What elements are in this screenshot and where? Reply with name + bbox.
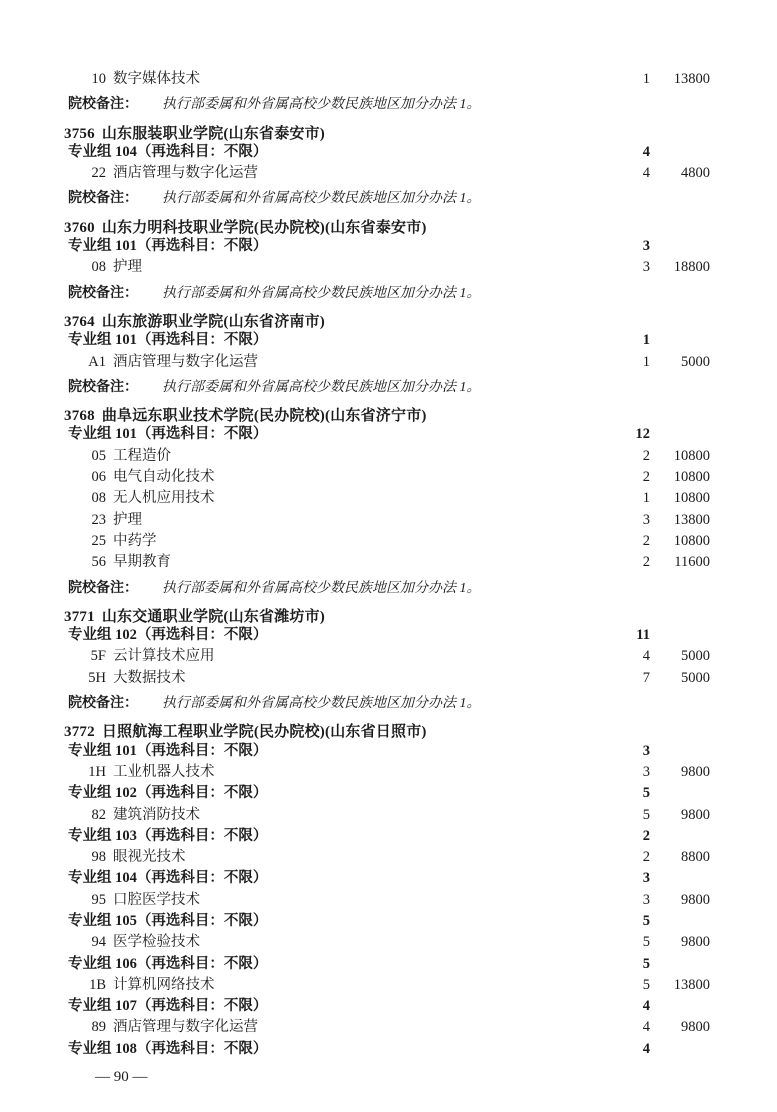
note-text: 执行部委属和外省属高校少数民族地区加分办法 1。 [162,696,481,712]
group-count: 5 [642,785,650,802]
note-text: 执行部委属和外省属高校少数民族地区加分办法 1。 [162,191,481,207]
tuition-fee: 9800 [681,891,710,908]
major-group-row [64,145,714,166]
major-label: 98 眼视光技术 [91,849,186,866]
group-count: 2 [642,827,650,844]
major-label: 08 护理 [91,259,142,276]
tuition-fee: 4800 [681,165,710,182]
group-count: 1 [642,332,650,349]
major-group-row [64,1042,714,1063]
school-note [64,93,714,114]
group-count: 5 [642,912,650,929]
tuition-fee: 10800 [673,469,710,486]
major-group-row [64,871,714,892]
major-label: 82 建筑消防技术 [91,806,200,823]
major-row [64,449,714,470]
major-group-label: 专业组 101（再选科目：不限） [68,426,268,443]
note-label: 院校备注： [68,191,138,207]
plan-count: 2 [642,447,650,464]
major-group-label: 专业组 101（再选科目：不限） [68,742,268,759]
major-row [64,166,714,187]
tuition-fee: 13800 [673,511,710,528]
plan-count: 2 [642,849,650,866]
major-row [64,649,714,670]
group-count: 5 [642,955,650,972]
major-group-label: 专业组 106（再选科目：不限） [68,955,268,972]
major-label: 5F 云计算技术应用 [90,648,215,665]
tuition-fee: 9800 [681,1019,710,1036]
group-count: 12 [635,426,650,443]
tuition-fee: 5000 [681,669,710,686]
major-row [64,555,714,576]
group-count: 11 [636,627,650,644]
note-label: 院校备注： [68,696,138,712]
major-group-label: 专业组 105（再选科目：不限） [68,912,268,929]
plan-count: 1 [642,353,650,370]
major-group-label: 专业组 103（再选科目：不限） [68,827,268,844]
plan-count: 2 [642,469,650,486]
major-row [64,470,714,491]
school-header [64,312,714,333]
tuition-fee: 9800 [681,806,710,823]
tuition-fee: 5000 [681,648,710,665]
major-row [64,850,714,871]
major-group-row [64,744,714,765]
major-group-row [64,786,714,807]
major-group-row [64,914,714,935]
major-group-row [64,999,714,1020]
group-count: 3 [642,742,650,759]
major-label: 1B 计算机网络技术 [89,976,215,993]
tuition-fee: 5000 [681,353,710,370]
major-group-label: 专业组 101（再选科目：不限） [68,238,268,255]
major-row [64,765,714,786]
school-header [64,722,714,743]
major-group-row [64,427,714,448]
school-title: 3756 山东服装职业学院(山东省泰安市) [64,125,326,142]
plan-count: 5 [642,976,650,993]
plan-count: 3 [642,259,650,276]
tuition-fee: 8800 [681,849,710,866]
group-count: 3 [642,870,650,887]
group-count: 4 [642,143,650,160]
group-count: 3 [642,238,650,255]
major-group-label: 专业组 108（再选科目：不限） [68,1040,268,1057]
major-row [64,260,714,281]
plan-count: 4 [642,165,650,182]
major-group-label: 专业组 101（再选科目：不限） [68,332,268,349]
major-group-row [64,239,714,260]
major-label: 56 早期教育 [91,554,171,571]
school-header [64,218,714,239]
tuition-fee: 18800 [673,259,710,276]
school-note [64,282,714,303]
major-label: 08 无人机应用技术 [91,490,215,507]
major-row [64,671,714,692]
school-note [64,692,714,713]
school-note [64,577,714,598]
school-title: 3764 山东旅游职业学院(山东省济南市) [64,313,326,330]
major-group-row [64,333,714,354]
note-label: 院校备注： [68,285,138,301]
tuition-fee: 11600 [674,554,710,571]
plan-count: 2 [642,554,650,571]
plan-count: 4 [642,648,650,665]
school-title: 3768 曲阜远东职业技术学院(民办院校)(山东省济宁市) [64,408,427,425]
major-row [64,1020,714,1041]
tuition-fee: 10800 [673,490,710,507]
group-count: 4 [642,998,650,1015]
major-group-label: 专业组 104（再选科目：不限） [68,870,268,887]
tuition-fee: 13800 [673,976,710,993]
tuition-fee: 10800 [673,532,710,549]
major-label: 94 医学检验技术 [91,934,200,951]
note-label: 院校备注： [68,97,138,113]
catalog-body [64,72,714,1063]
tuition-fee: 9800 [681,763,710,780]
major-label: 89 酒店管理与数字化运营 [91,1019,258,1036]
major-group-row [64,628,714,649]
major-row [64,491,714,512]
school-title: 3771 山东交通职业学院(山东省潍坊市) [64,608,326,625]
major-row [64,355,714,376]
plan-count: 5 [642,934,650,951]
major-row [64,978,714,999]
major-group-label: 专业组 107（再选科目：不限） [68,998,268,1015]
major-group-label: 专业组 102（再选科目：不限） [68,627,268,644]
school-header [64,124,714,145]
major-label: 06 电气自动化技术 [91,469,215,486]
major-label: 23 护理 [91,511,142,528]
major-group-label: 专业组 102（再选科目：不限） [68,785,268,802]
plan-count: 3 [642,891,650,908]
major-row [64,893,714,914]
note-text: 执行部委属和外省属高校少数民族地区加分办法 1。 [162,285,481,301]
major-label: 25 中药学 [91,532,157,549]
major-group-row [64,957,714,978]
plan-count: 5 [642,806,650,823]
major-group-row [64,829,714,850]
tuition-fee: 10800 [673,447,710,464]
plan-count: 3 [642,511,650,528]
note-label: 院校备注： [68,379,138,395]
major-label: 05 工程造价 [91,447,171,464]
note-text: 执行部委属和外省属高校少数民族地区加分办法 1。 [162,379,481,395]
major-label: 1H 工业机器人技术 [88,763,215,780]
school-title: 3760 山东力明科技职业学院(民办院校)(山东省泰安市) [64,219,427,236]
plan-count: 4 [642,1019,650,1036]
major-row [64,935,714,956]
major-label: A1 酒店管理与数字化运营 [88,353,258,370]
major-row [64,534,714,555]
plan-count: 1 [642,71,650,87]
school-title: 3772 日照航海工程职业学院(民办院校)(山东省日照市) [64,724,427,741]
plan-count: 3 [642,763,650,780]
plan-count: 2 [642,532,650,549]
tuition-fee: 9800 [681,934,710,951]
note-text: 执行部委属和外省属高校少数民族地区加分办法 1。 [162,580,481,596]
major-label: 22 酒店管理与数字化运营 [91,165,258,182]
school-note [64,376,714,397]
school-note [64,187,714,208]
major-row [64,72,714,93]
page-number: — 90 — [95,1069,148,1085]
plan-count: 7 [642,669,650,686]
major-label: 95 口腔医学技术 [91,891,200,908]
major-group-label: 专业组 104（再选科目：不限） [68,143,268,160]
major-row [64,513,714,534]
major-row [64,808,714,829]
school-header [64,607,714,628]
school-header [64,406,714,427]
note-text: 执行部委属和外省属高校少数民族地区加分办法 1。 [162,97,481,113]
major-label: 5H 大数据技术 [88,669,186,686]
group-count: 4 [642,1040,650,1057]
major-label: 10 数字媒体技术 [91,71,200,87]
note-label: 院校备注： [68,580,138,596]
plan-count: 1 [642,490,650,507]
tuition-fee: 13800 [673,71,710,87]
